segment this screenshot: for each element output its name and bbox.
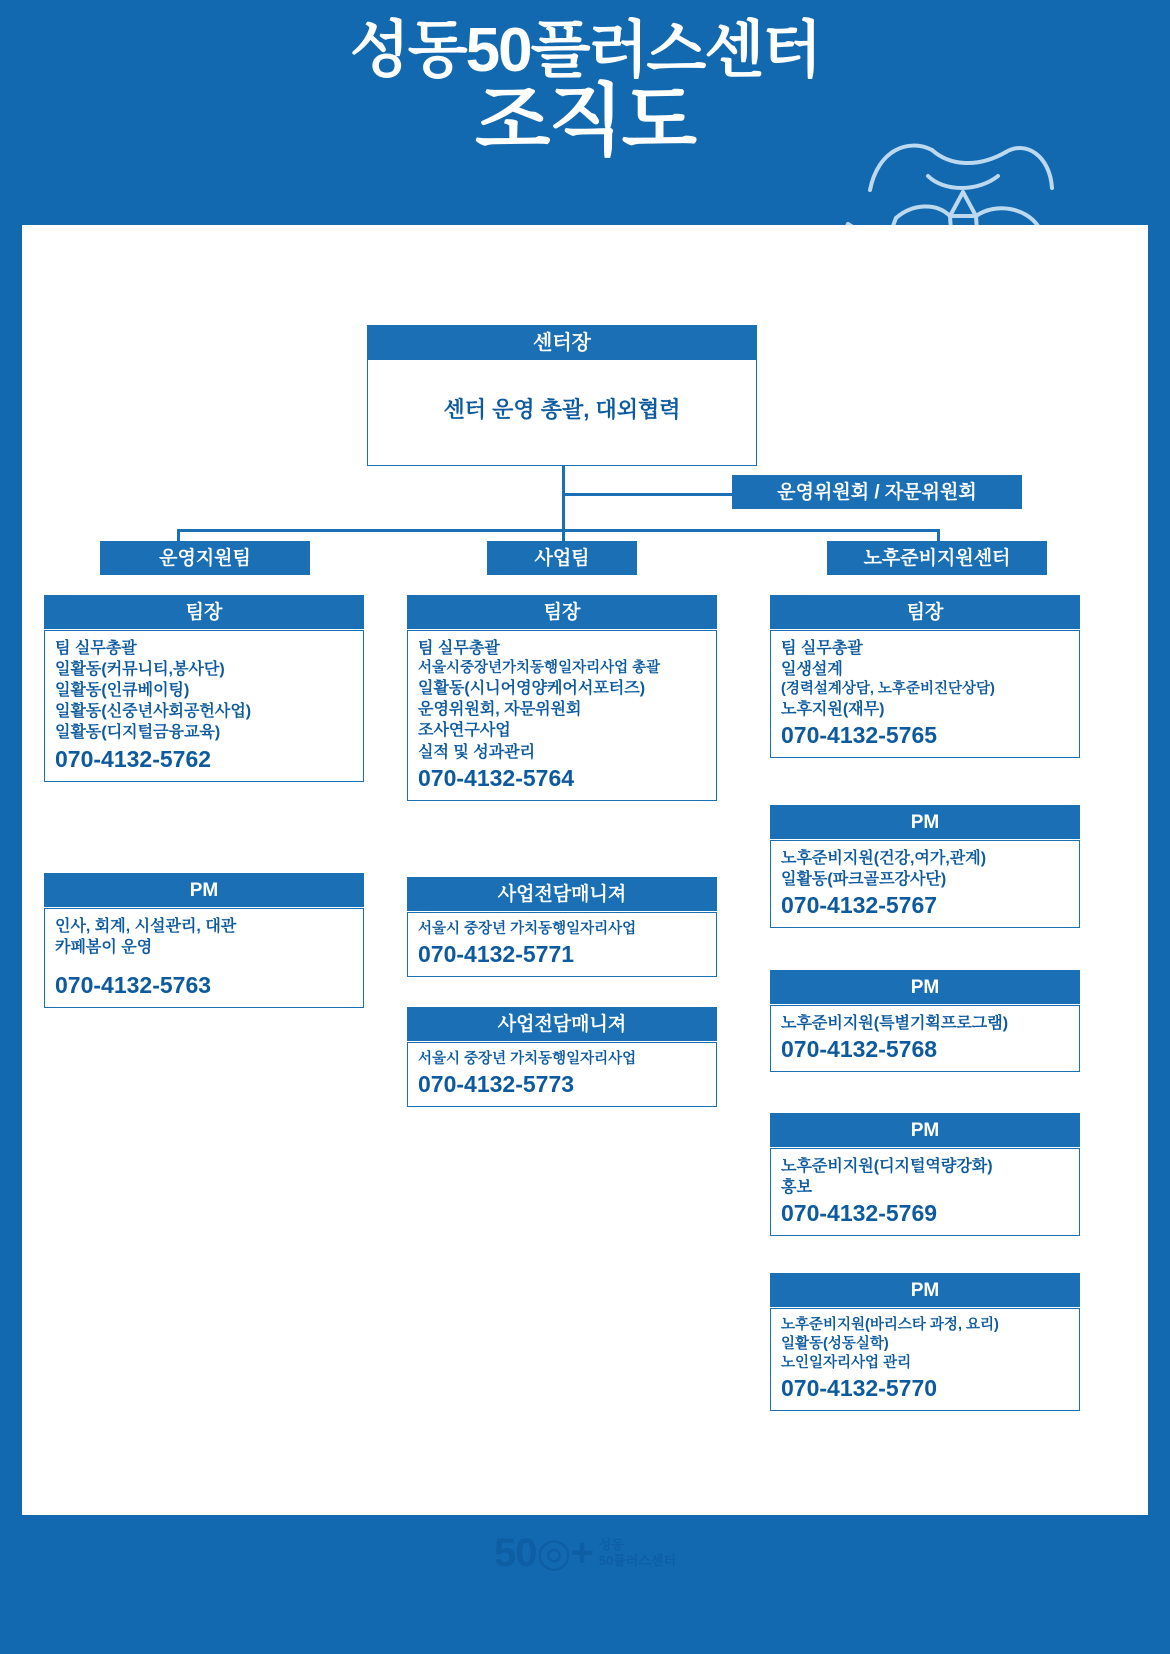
node-team-3-pm1-body (770, 840, 1080, 928)
team-2-leader-detail (407, 630, 717, 801)
team-2-leader-line-4: 운영위원회, 자문위원회 (418, 701, 582, 719)
team-3-pm-4-line-3: 노인일자리사업 관리 (781, 1355, 912, 1372)
node-team-1-pm-header (44, 873, 364, 907)
team-2-leader-line-1: 팀 실무총괄 (418, 640, 500, 657)
org-chart (22, 225, 1148, 1515)
node-team-3-pm1-header (770, 805, 1080, 839)
team-2-leader-line-2: 서울시중장년가치동행일자리사업 총괄 (418, 660, 661, 677)
team-2-leader-line-5: 조사연구사업 (418, 722, 511, 740)
team-2-leader-phone[interactable]: 070-4132-5764 (418, 764, 575, 791)
team-1-leader-line-2: 일활동(커뮤니티,봉사단) (55, 661, 225, 679)
org-chart-board (22, 225, 1148, 1515)
node-committee (732, 475, 1022, 509)
team-3-pm-4-detail (770, 1308, 1080, 1411)
node-team-3-pm4-header (770, 1273, 1080, 1307)
team-3-pm-3-detail (770, 1148, 1080, 1236)
node-team-3-leader-body (770, 630, 1080, 758)
director-body-text: 센터 운영 총괄, 대외협력 (443, 397, 681, 422)
footer-brand-line-2: 50플러스센터 (598, 1553, 677, 1568)
team-3-leader-title: 팀장 (770, 595, 1080, 629)
team-3-header: 노후준비지원센터 (827, 541, 1047, 575)
team-1-pm-line-2: 카페봄이 운영 (55, 939, 153, 957)
node-team-3-pm4-body (770, 1308, 1080, 1411)
team-2-manager-2-phone[interactable]: 070-4132-5773 (418, 1071, 575, 1098)
node-team-2-mgr1-header (407, 877, 717, 911)
team-3-pm-3-line-1: 노후준비지원(디지털역량강화) (781, 1158, 993, 1175)
node-team-3-pm2-body (770, 1005, 1080, 1072)
team-3-pm-3-phone[interactable]: 070-4132-5769 (781, 1200, 938, 1227)
team-3-pm-4-line-2: 일활동(성동실학) (781, 1336, 889, 1353)
node-team-2-mgr1-body (407, 912, 717, 977)
team-1-leader-title: 팀장 (44, 595, 364, 629)
team-1-header: 운영지원팀 (100, 541, 310, 575)
team-3-leader-line-2: 일생설계 (781, 661, 843, 679)
team-2-manager-1-phone[interactable]: 070-4132-5771 (418, 941, 575, 968)
node-team-1-name (100, 541, 310, 575)
team-1-leader-line-4: 일활동(신중년사회공헌사업) (55, 703, 252, 721)
team-3-pm-1-detail (770, 840, 1080, 928)
team-3-pm-1-title: PM (770, 805, 1080, 839)
team-1-leader-phone[interactable]: 070-4132-5762 (55, 745, 212, 772)
team-3-leader-phone[interactable]: 070-4132-5765 (781, 722, 938, 749)
team-3-pm-4-phone[interactable]: 070-4132-5770 (781, 1375, 938, 1402)
director-header: 센터장 (367, 325, 757, 359)
footer (0, 1530, 1170, 1576)
team-3-pm-2-line-1: 노후준비지원(특별기획프로그램) (781, 1015, 1009, 1032)
team-1-pm-phone[interactable]: 070-4132-5763 (55, 972, 212, 999)
node-team-1-pm-body (44, 908, 364, 1008)
team-2-manager-1-line-1: 서울시 중장년 가치동행일자리사업 (418, 921, 637, 937)
footer-logo (494, 1530, 676, 1576)
team-3-pm-3-line-2: 홍보 (781, 1179, 812, 1197)
node-team-1-leader-body (44, 630, 364, 782)
team-1-pm-title: PM (44, 873, 364, 907)
team-3-leader-line-1: 팀 실무총괄 (781, 640, 863, 657)
node-team-1-leader-header (44, 595, 364, 629)
node-team-2-mgr2-header (407, 1007, 717, 1041)
team-2-leader-title: 팀장 (407, 595, 717, 629)
connector-down-main (562, 495, 565, 531)
node-team-2-mgr2-body (407, 1042, 717, 1107)
team-2-manager-2-detail (407, 1042, 717, 1107)
page-title (0, 0, 1170, 165)
team-2-header: 사업팀 (487, 541, 637, 575)
footer-brand-text (599, 1537, 676, 1570)
node-director (367, 325, 757, 466)
team-3-pm-1-line-2: 일활동(파크골프강사단) (781, 871, 947, 889)
footer-brand-line-1: 성동 (598, 1536, 624, 1552)
node-team-3-pm3-body (770, 1148, 1080, 1236)
team-3-pm-4-line-1: 노후준비지원(바리스타 과정, 요리) (781, 1317, 999, 1333)
team-3-pm-3-title: PM (770, 1113, 1080, 1147)
node-team-2-leader-header (407, 595, 717, 629)
node-team-3-leader-header (770, 595, 1080, 629)
team-1-leader-line-5: 일활동(디지털금융교육) (55, 724, 221, 742)
team-1-leader-detail (44, 630, 364, 782)
connector-horizontal-bus (177, 529, 939, 532)
team-3-pm-1-phone[interactable]: 070-4132-5767 (781, 892, 938, 919)
title-line-1: 성동50플러스센터 (349, 16, 821, 85)
brand-mark-icon: 50◎+ (493, 1531, 593, 1575)
committee-header: 운영위원회 / 자문위원회 (732, 475, 1022, 509)
team-1-leader-line-3: 일활동(인큐베이팅) (55, 682, 190, 700)
team-3-pm-2-phone[interactable]: 070-4132-5768 (781, 1036, 938, 1063)
team-3-leader-detail (770, 630, 1080, 758)
team-2-manager-2-line-1: 서울시 중장년 가치동행일자리사업 (418, 1051, 637, 1067)
team-1-pm-detail (44, 908, 364, 1008)
team-2-manager-1-title: 사업전담매니져 (407, 877, 717, 911)
director-body (367, 359, 757, 466)
team-2-leader-line-6: 실적 및 성과관리 (418, 743, 536, 761)
node-team-3-pm2-header (770, 970, 1080, 1004)
team-1-leader-line-1: 팀 실무총괄 (55, 640, 137, 657)
node-team-2-leader-body (407, 630, 717, 801)
team-2-manager-2-title: 사업전담매니져 (407, 1007, 717, 1041)
node-team-3-pm3-header (770, 1113, 1080, 1147)
connector-to-committee (562, 493, 732, 496)
title-line-2: 조직도 (474, 76, 696, 165)
team-2-manager-1-detail (407, 912, 717, 977)
node-team-2-name (487, 541, 637, 575)
team-3-leader-line-4: 노후지원(재무) (781, 701, 885, 719)
team-3-pm-4-title: PM (770, 1273, 1080, 1307)
team-2-leader-line-3: 일활동(시니어영양케어서포터즈) (418, 680, 646, 698)
team-3-leader-line-3: (경력설계상담, 노후준비진단상담) (781, 681, 995, 698)
team-3-pm-2-title: PM (770, 970, 1080, 1004)
team-1-pm-line-1: 인사, 회계, 시설관리, 대관 (55, 918, 237, 935)
node-team-3-name (827, 541, 1047, 575)
team-3-pm-1-line-1: 노후준비지원(건강,여가,관계) (781, 850, 987, 867)
team-3-pm-2-detail (770, 1005, 1080, 1072)
